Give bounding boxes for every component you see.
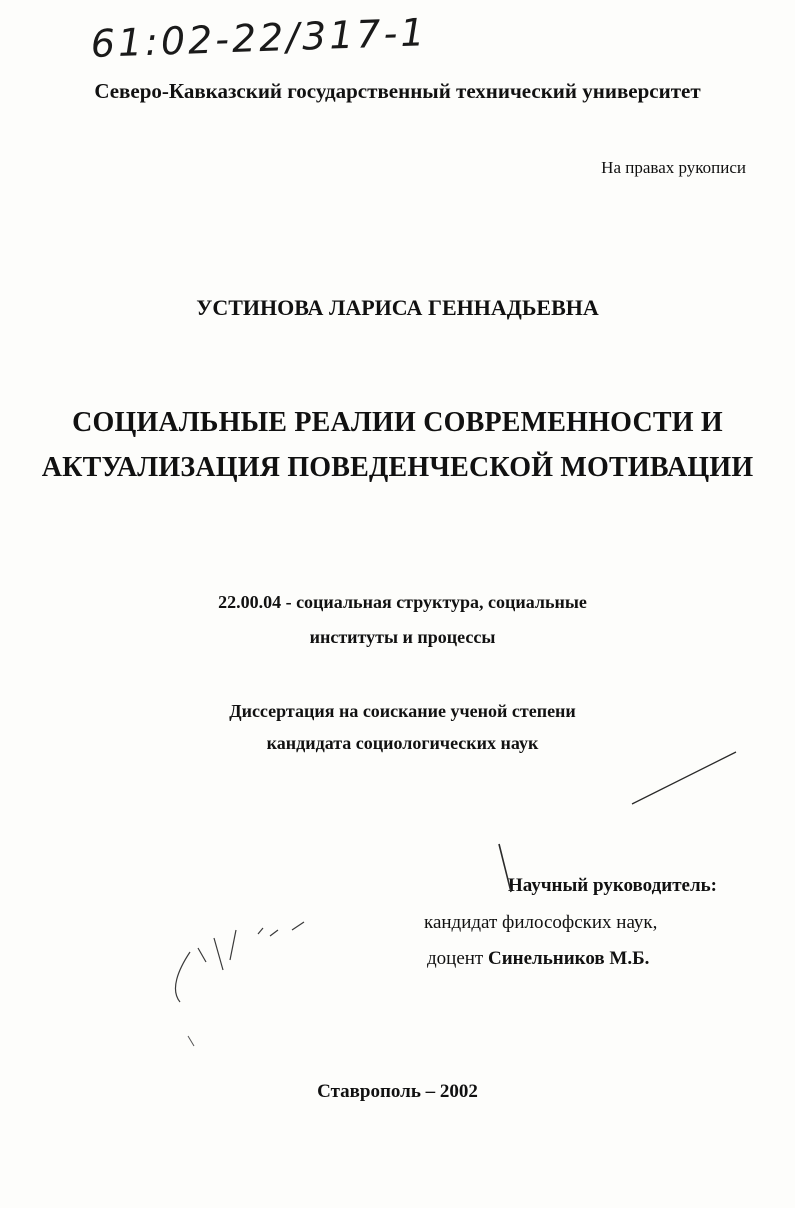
degree-statement-line-2: кандидата социологических наук (266, 733, 539, 753)
advisor-degree: кандидат философских наук, (424, 912, 658, 933)
advisor-name: Синельников М.Б. (488, 948, 650, 969)
specialty-code-line-1: 22.00.04 - социальная структура, социальные (218, 592, 587, 612)
dissertation-title-line-1: СОЦИАЛЬНЫЕ РЕАЛИИ СОВРЕМЕННОСТИ И (72, 407, 723, 438)
manuscript-rights-note: На правах рукописи (601, 158, 746, 177)
advisor-position: доцент (427, 948, 484, 969)
author-name: УСТИНОВА ЛАРИСА ГЕННАДЬЕВНА (196, 295, 599, 320)
pencil-tick-icon (188, 1036, 194, 1046)
specialty-code-line-2: институты и процессы (309, 627, 496, 647)
pencil-signature-icon (175, 922, 304, 1002)
university-name: Северо-Кавказский государственный технический университет (94, 79, 701, 103)
pencil-stroke-advisor-icon (499, 844, 511, 892)
city-and-year: Ставрополь – 2002 (317, 1081, 478, 1102)
dissertation-title-line-2: АКТУАЛИЗАЦИЯ ПОВЕДЕНЧЕСКОЙ МОТИВАЦИИ (41, 452, 754, 483)
pencil-stroke-right-icon (632, 752, 736, 804)
handwritten-catalog-code: 61:02-22/317-1 (90, 10, 429, 66)
advisor-heading: Научный руководитель: (508, 875, 717, 896)
degree-statement-line-1: Диссертация на соискание ученой степени (229, 701, 576, 721)
